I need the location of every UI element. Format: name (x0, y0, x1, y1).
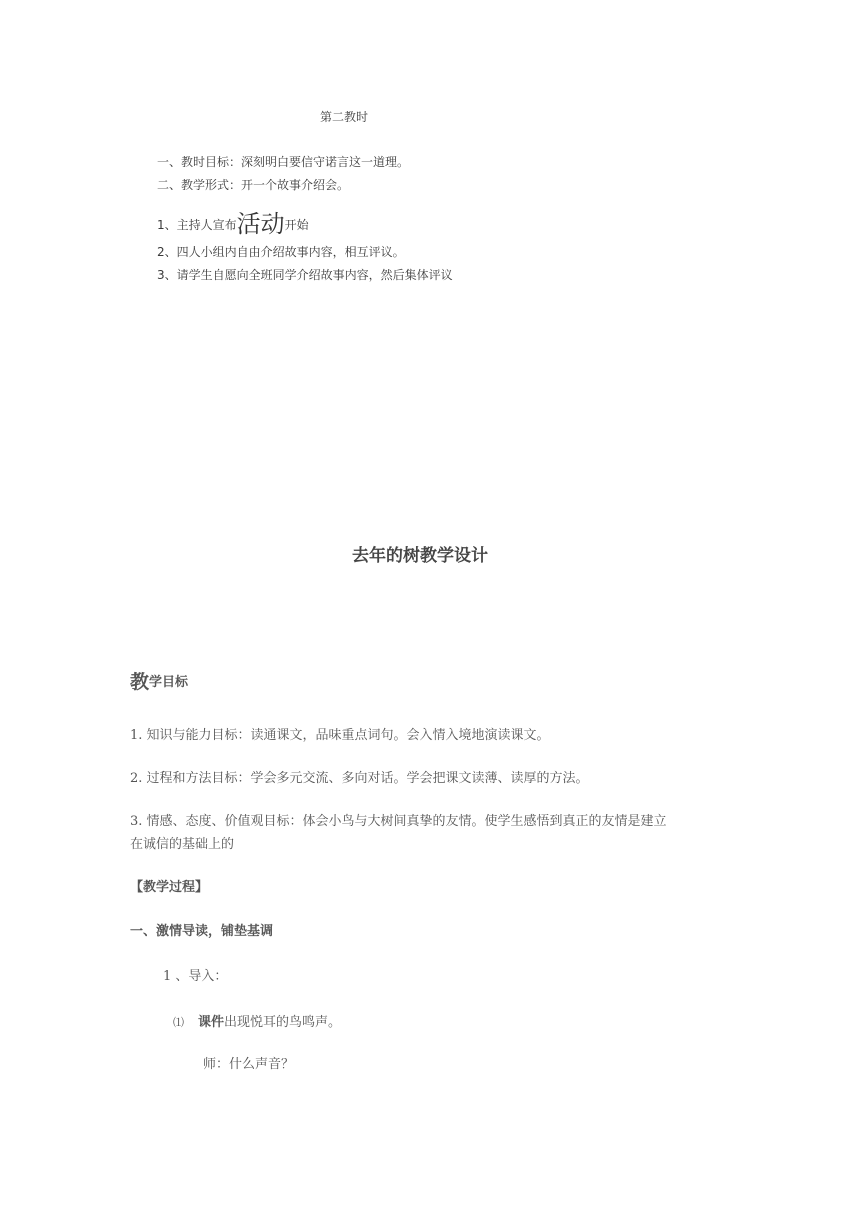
process-heading: 【教学过程】 (130, 880, 209, 895)
objective-1: 1. 知识与能力目标：读通课文，品味重点词句。会入情入境地演读课文。 (130, 728, 550, 743)
objectives-heading-big: 教 (130, 671, 150, 693)
objective-2: 2. 过程和方法目标：学会多元交流、多向对话。学会把课文读薄、读厚的方法。 (130, 771, 589, 786)
lesson-step-3: 3、请学生自愿向全班同学介绍故事内容，然后集体评议 (157, 268, 453, 282)
objectives-heading (130, 667, 188, 694)
step-1-prefix: 1、主持人宣布 (157, 218, 237, 232)
item-1-bold: 课件 (198, 1015, 225, 1030)
objective-3-line-1: 3. 情感、态度、价值观目标：体会小鸟与大树间真挚的友情。使学生感悟到真正的友情是建立 (130, 814, 667, 829)
objective-3-line-2: 在诚信的基础上的 (130, 837, 235, 852)
item-1-marker: ⑴ (173, 1016, 184, 1029)
lesson-step-1 (157, 204, 309, 239)
teacher-question: 师：什么声音？ (203, 1057, 295, 1072)
lesson-goal: 一、教时目标：深刻明白要信守诺言这一道理。 (157, 155, 410, 169)
lesson-heading: 第二教时 (320, 110, 369, 124)
design-title: 去年的树教学设计 (352, 546, 488, 566)
section-1-heading: 一、激情导读，铺垫基调 (130, 924, 274, 939)
lesson-form: 二、教学形式：开一个故事介绍会。 (157, 178, 350, 192)
objectives-heading-rest: 学目标 (149, 675, 189, 690)
step-1-big-text: 活动 (236, 210, 285, 238)
lesson-step-2: 2、四人小组内自由介绍故事内容，相互评议。 (157, 245, 405, 259)
item-1-line (173, 1011, 341, 1030)
step-1-suffix: 开始 (284, 218, 309, 232)
intro-line: 1 、导入： (163, 969, 228, 984)
item-1-rest: 出现悦耳的鸟鸣声。 (224, 1015, 342, 1030)
